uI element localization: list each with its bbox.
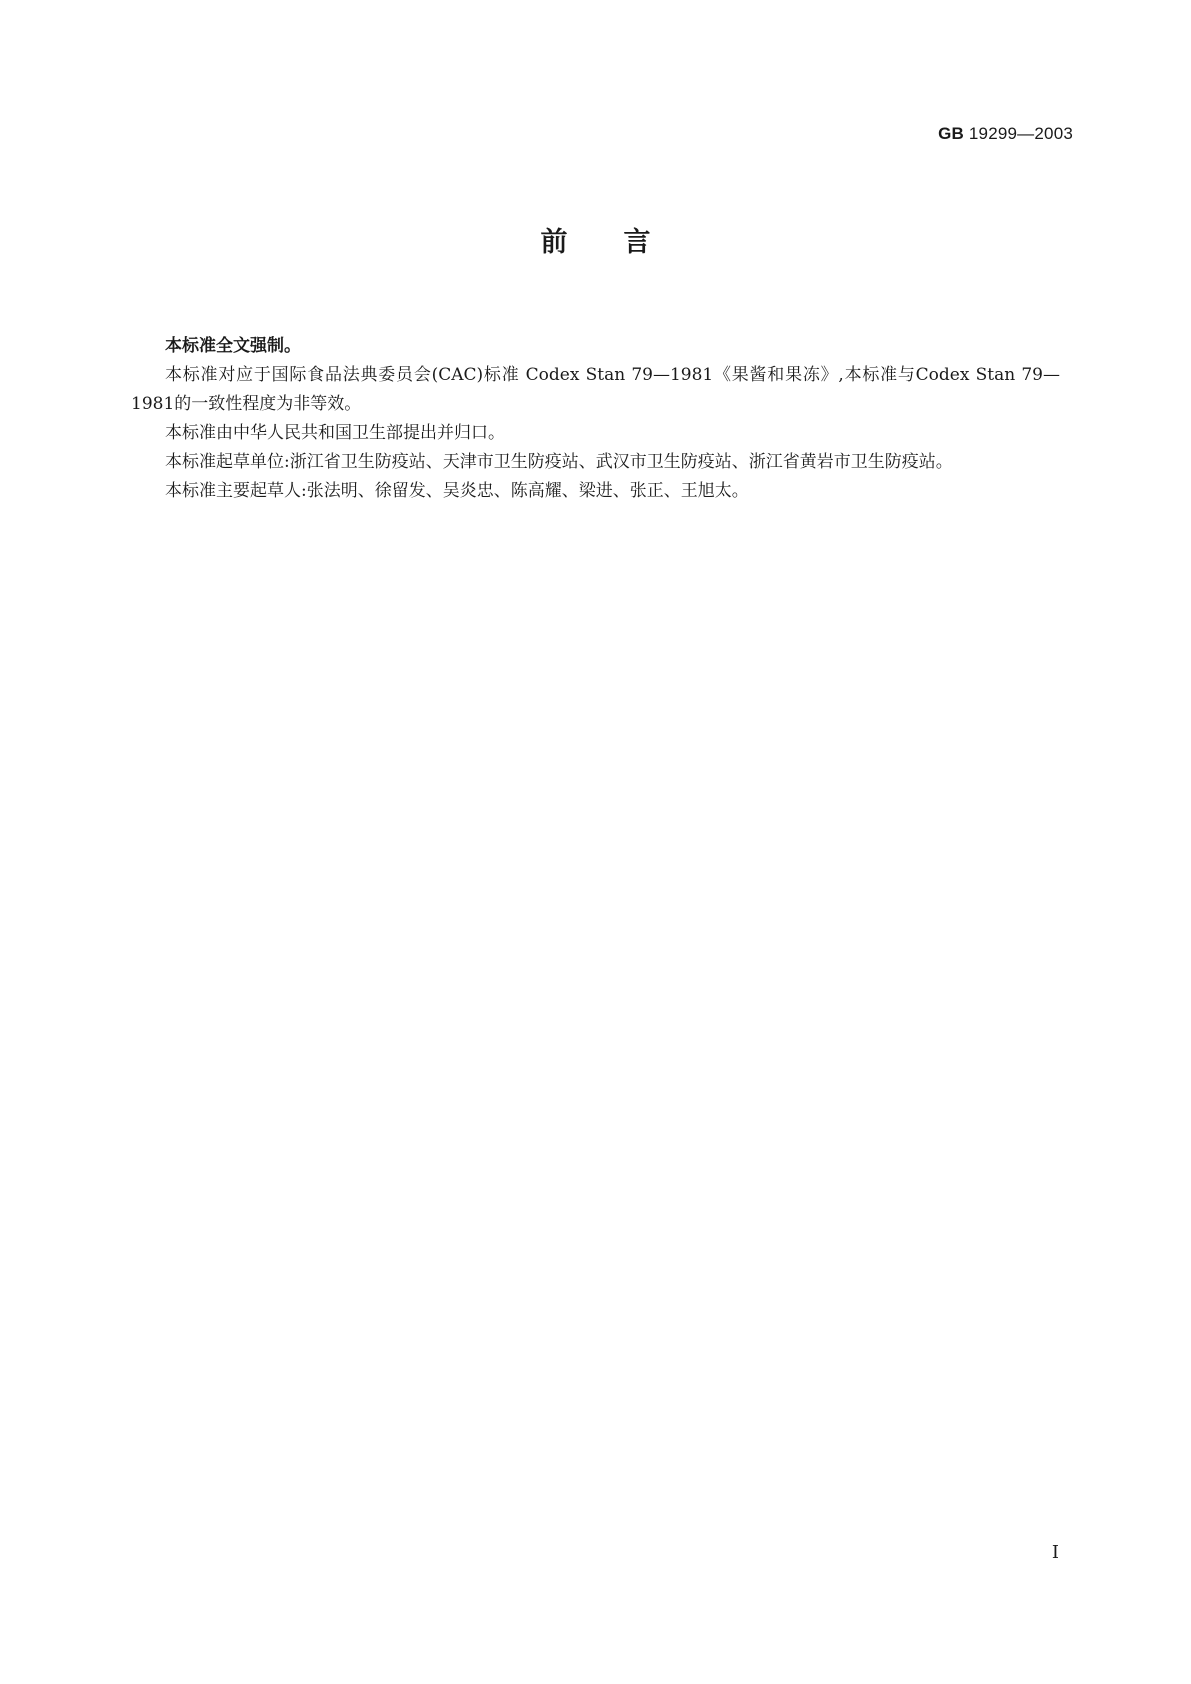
document-number-prefix: GB xyxy=(938,124,964,143)
paragraph-drafters: 本标准主要起草人:张法明、徐留发、吴炎忠、陈高耀、梁进、张正、王旭太。 xyxy=(165,481,749,501)
document-number xyxy=(938,124,1073,144)
page-number: I xyxy=(1051,1542,1059,1563)
foreword-body xyxy=(131,332,1060,506)
paragraph-correspondence: 本标准对应于国际食品法典委员会(CAC)标准 Codex Stan 79—1981《果酱和果冻》,本标准与Codex Stan 79—1981的一致性程度为非等效。 xyxy=(131,365,1060,414)
paragraph-proposer: 本标准由中华人民共和国卫生部提出并归口。 xyxy=(165,423,505,443)
document-number-code: 19299—2003 xyxy=(963,124,1073,143)
mandatory-statement: 本标准全文强制。 xyxy=(165,336,301,356)
section-title: 前言 xyxy=(540,227,707,258)
paragraph-drafting-units: 本标准起草单位:浙江省卫生防疫站、天津市卫生防疫站、武汉市卫生防疫站、浙江省黄岩市卫生防疫站。 xyxy=(165,452,953,472)
